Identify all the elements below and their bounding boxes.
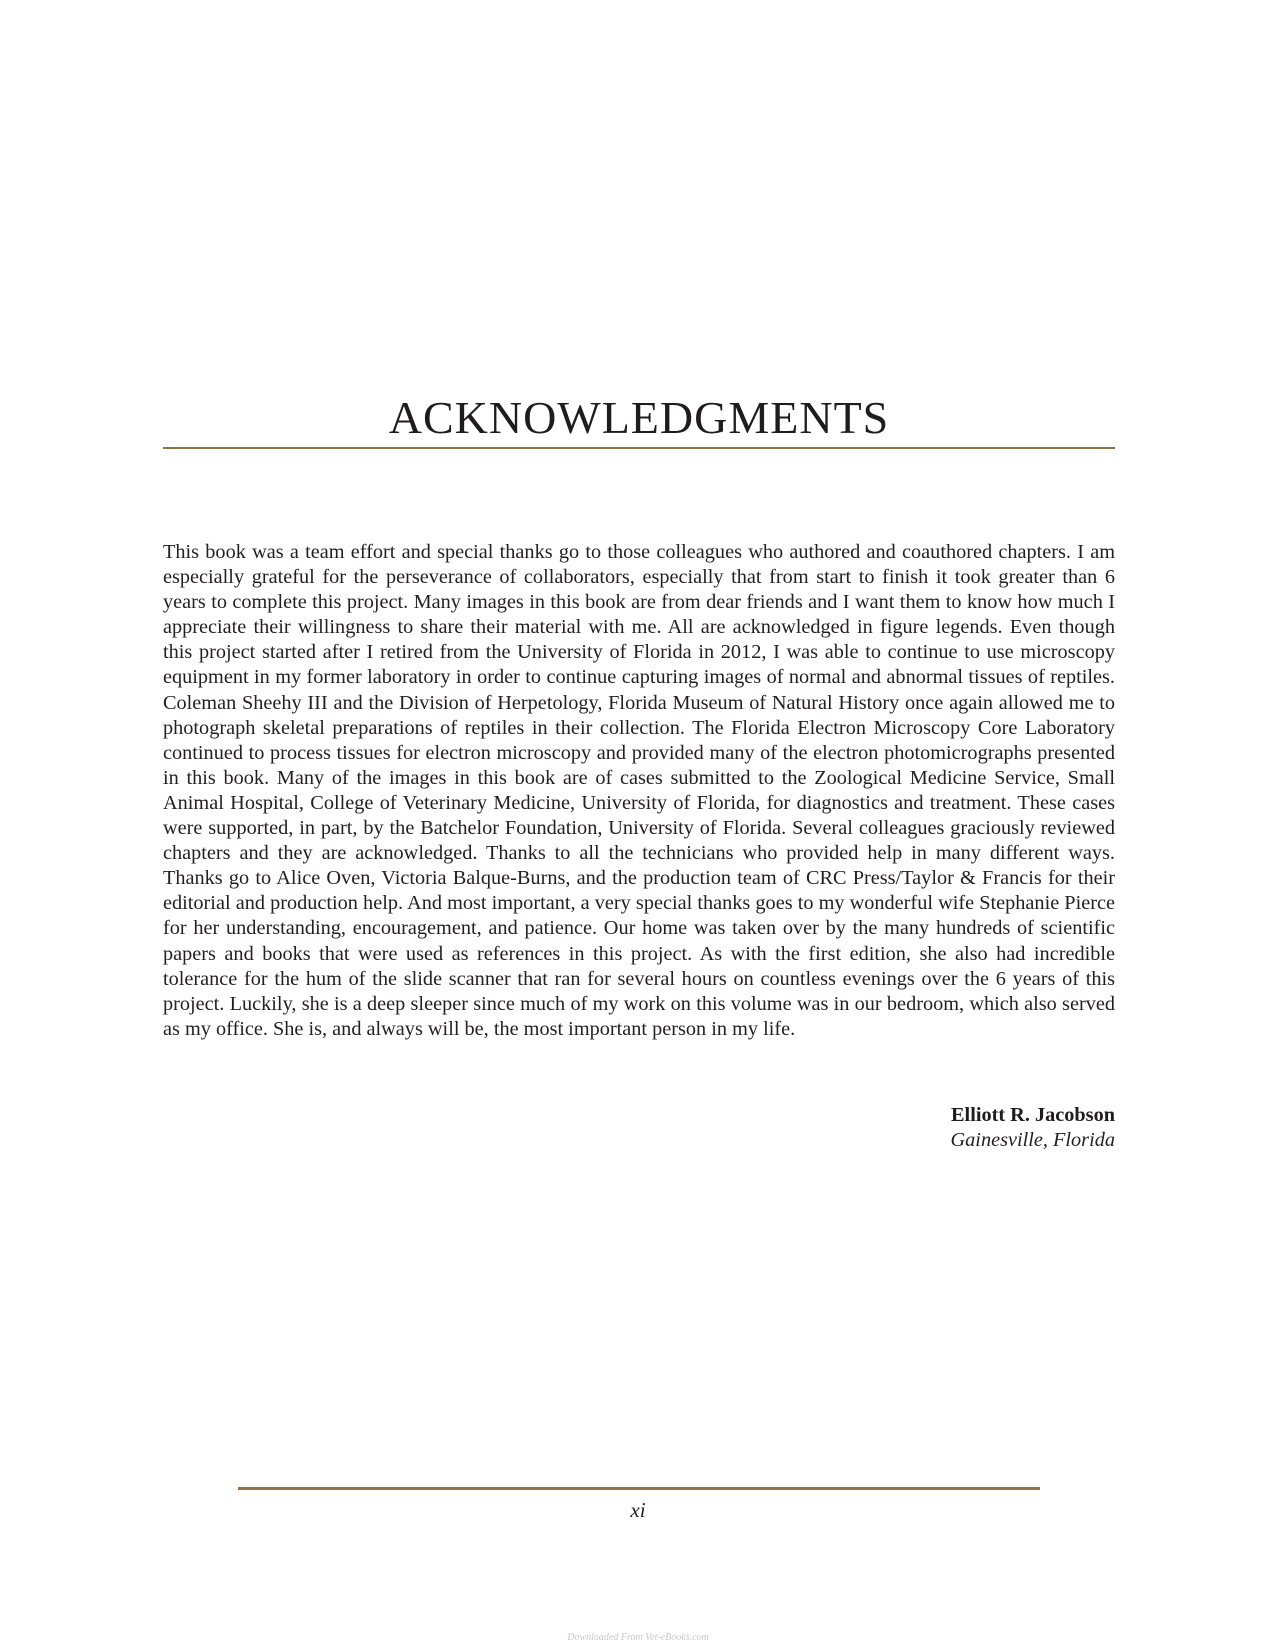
page-title: ACKNOWLEDGMENTS — [388, 392, 890, 443]
author-name: Elliott R. Jacobson — [951, 1104, 1115, 1126]
download-watermark: Downloaded From Vet-eBooks.com — [567, 1632, 709, 1643]
title-divider — [163, 447, 1115, 449]
acknowledgments-body: This book was a team effort and special thanks go to those colleagues who authored and coauthored chapters. I am especially grateful for the perseverance of collaborators, especially that from start to finish it took greater than 6 years to complete this project. Many images in this book are from dear friends and I want them to know how much I appreciate their willingness to share their material with me. All are acknowledged in figure legends. Even though this project started after I retired from the University of Florida in 2012, I was able to continue to use microscopy equipment in my former laboratory in order to continue capturing images of normal and abnormal tissues of reptiles. Coleman Sheehy III and the Division of Herpetology, Florida Museum of Natural History once again allowed me to photograph skeletal preparations of reptiles in their collection. The Florida Electron Microscopy Core Laboratory continued to process tissues for electron microscopy and provided many of the electron photomicrographs presented in this book. Many of the images in this book are of cases submitted to the Zoological Medicine Service, Small Animal Hospital, College of Veterinary Medicine, University of Florida, for diagnostics and treatment. These cases were supported, in part, by the Batchelor Foundation, University of Florida. Several colleagues graciously reviewed chapters and they are acknowledged. Thanks to all the technicians who provided help in many different ways. Thanks go to Alice Oven, Victoria Balque-Burns, and the production team of CRC Press/Taylor & Francis for their editorial and production help. And most important, a very special thanks goes to my wonderful wife Stephanie Pierce for her understanding, encouragement, and patience. Our home was taken over by the many hundreds of scientific papers and books that were used as references in this project. As with the first edition, she also had incredible tolerance for the hum of the slide scanner that ran for several hours on countless evenings over the 6 years of this project. Luckily, she is a deep sleeper since much of my work on this volume was in our bedroom, which also served as my office. She is, and always will be, the most important person in my life. — [163, 541, 1115, 1040]
page-number: xi — [630, 1498, 646, 1522]
footer-divider — [238, 1487, 1040, 1490]
signature-block — [163, 1103, 1115, 1153]
author-location: Gainesville, Florida — [950, 1129, 1115, 1151]
